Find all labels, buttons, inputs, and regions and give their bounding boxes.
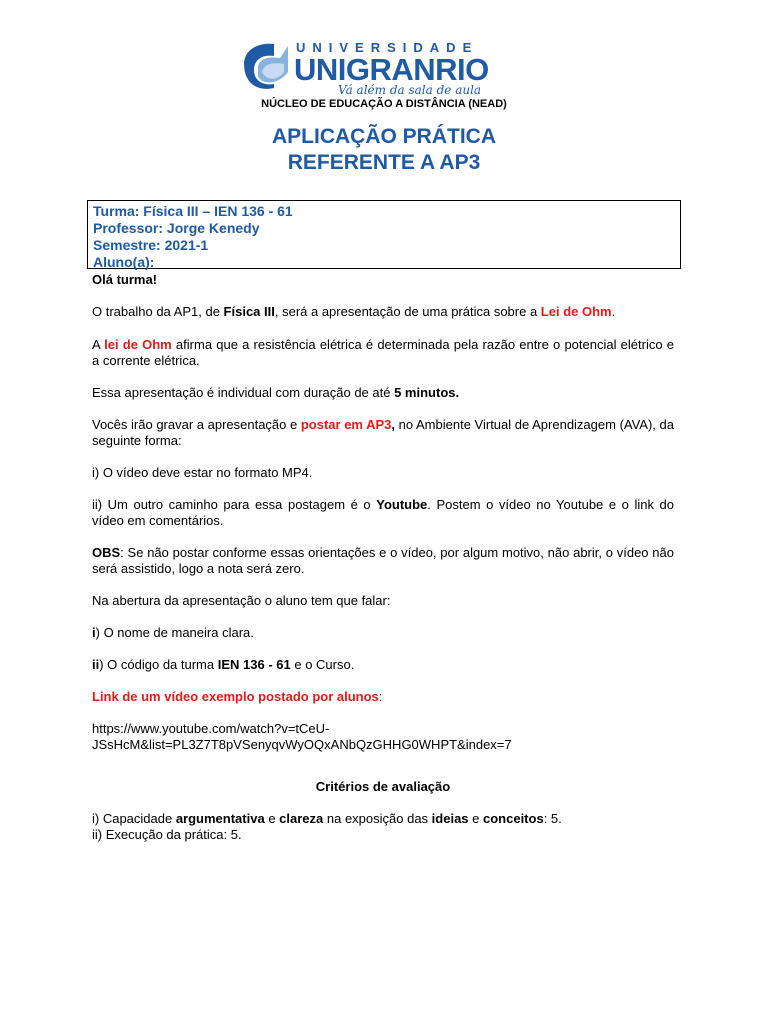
aluno-line: Aluno(a): [93,254,155,270]
text-span: OBS [92,545,121,560]
paragraph-recording [92,417,674,449]
text-span: postar em AP3 [300,417,392,432]
criteria-item-2: ii) Execução da prática: 5. [92,827,242,842]
video-url-link[interactable] [92,721,674,753]
text-span: ) O nome de maneira clara. [95,625,254,640]
paragraph-ohm [92,337,674,369]
logo-university-text: UNIVERSIDADE [296,40,479,55]
paragraph-opening: Na abertura da apresentação o aluno tem que falar: [92,593,391,608]
text-span: conceitos [483,811,544,826]
text-span: 5 minutos. [394,385,460,400]
text-span: e [264,811,280,826]
title-line-2: REFERENTE A AP3 [287,151,481,174]
text-span: afirma que a resistência elétrica é determinada pela razão entre o potencial elétrico e a corrente elétrica. [92,337,674,368]
text-span: Lei de Ohm [540,304,612,319]
university-logo [240,40,530,98]
text-span: na exposição das [323,811,432,826]
logo-name-text: UNIGRANRIO [294,52,489,87]
greeting: Olá turma! [92,272,158,287]
text-span: ii) Um outro caminho para essa postagem é o [92,497,377,512]
text-span: : 5. [543,811,562,826]
text-span: lei de Ohm [104,337,172,352]
paragraph-item-name [92,625,674,641]
text-span: i) Capacidade [92,811,176,826]
text-span: Essa apresentação é individual com duração de até [92,385,395,400]
document-title [0,124,768,176]
paragraph-youtube [92,497,674,529]
text-span: Link de um vídeo exemplo postado por alunos [92,689,379,704]
text-span: ) O código da turma [99,657,218,672]
text-span: : Se não postar conforme essas orientações e o vídeo, por algum motivo, não abrir, o vídeo não será assistido, logo a nota será zero. [92,545,674,576]
text-span: O trabalho da AP1, de [92,304,224,319]
title-line-1: APLICAÇÃO PRÁTICA [272,125,496,148]
paragraph-intro [92,304,674,320]
text-span: e [468,811,483,826]
text-span: Youtube [376,497,428,512]
course-info-box [87,200,681,269]
text-span: ii [92,657,100,672]
text-span: A [92,337,105,352]
criteria-title: Critérios de avaliação [315,779,451,794]
logo-tagline: Vá além da sala de aula [338,83,482,97]
paragraph-item-code [92,657,674,673]
paragraph-format: i) O vídeo deve estar no formato MP4. [92,465,313,480]
nead-heading: NÚCLEO DE EDUCAÇÃO A DISTÂNCIA (NEAD) [261,98,507,110]
semestre-line: Semestre: 2021-1 [93,237,209,253]
url-line-2[interactable]: JSsHcM&list=PL3Z7T8pVSenyqvWyOQxANbQzGHHG0WHPT&index=7 [92,737,512,752]
paragraph-obs [92,545,674,577]
text-span: : [378,689,383,704]
paragraph-duration [92,385,674,401]
professor-line: Professor: Jorge Kenedy [93,220,260,236]
text-span: , [391,417,396,432]
text-span: ideias [431,811,469,826]
url-line-1[interactable]: https://www.youtube.com/watch?v=tCeU- [92,721,330,736]
document-body [92,271,674,843]
text-span: . Postem o vídeo no Youtube e o link do vídeo em comentários. [92,497,674,528]
turma-line: Turma: Física III – IEN 136 - 61 [93,203,293,219]
text-span: Física III [223,304,275,319]
text-span: e o Curso. [290,657,355,672]
text-span: argumentativa [175,811,265,826]
text-span: clareza [279,811,324,826]
text-span: , será a apresentação de uma prática sobre a [274,304,541,319]
paragraph-example-link [92,689,674,705]
criteria-item-1 [92,811,674,827]
text-span: no Ambiente Virtual de Aprendizagem (AVA), da seguinte forma: [92,417,674,448]
text-span: IEN 136 - 61 [217,657,291,672]
text-span: i [92,625,96,640]
text-span: Vocês irão gravar a apresentação e [92,417,301,432]
logo-emblem-icon [240,42,290,90]
text-span: . [611,304,616,319]
